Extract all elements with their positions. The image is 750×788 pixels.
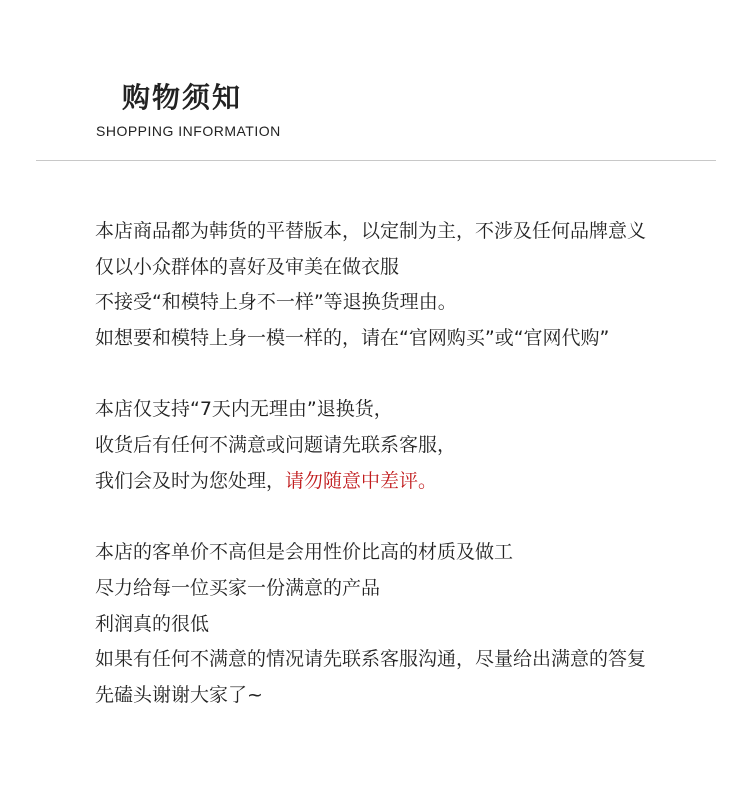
paragraph-spacer: [95, 357, 735, 393]
text-line: 本店仅支持“7天内无理由”退换货，: [95, 398, 393, 421]
header-divider: [36, 160, 716, 161]
notice-body: [95, 214, 735, 714]
paragraph-thanks: [95, 535, 735, 713]
text-line: 利润真的很低: [95, 612, 210, 635]
paragraph-spacer: [95, 500, 735, 536]
text-highlight-warning: 请勿随意中差评。: [285, 469, 438, 492]
text-line: 如果有任何不满意的情况请先联系客服沟通，尽量给出满意的答复: [95, 648, 647, 671]
text-line: 收货后有任何不满意或问题请先联系客服，: [95, 434, 457, 457]
text-line: 尽力给每一位买家一份满意的产品: [95, 576, 381, 599]
paragraph-product-policy: [95, 214, 735, 357]
text-line: 仅以小众群体的喜好及审美在做衣服: [95, 255, 400, 278]
paragraph-return-policy: [95, 392, 735, 499]
text-line-mixed: [95, 464, 735, 500]
text-line: 不接受“和模特上身不一样”等退换货理由。: [95, 291, 457, 314]
page-subtitle: SHOPPING INFORMATION: [96, 123, 281, 139]
text-line: 本店的客单价不高但是会用性价比高的材质及做工: [95, 541, 514, 564]
text-line: 先磕头谢谢大家了~: [95, 683, 263, 706]
page-title: 购物须知: [122, 81, 243, 114]
text-normal: 我们会及时为您处理，: [95, 469, 286, 492]
text-line: 如想要和模特上身一模一样的，请在“官网购买”或“官网代购”: [95, 327, 610, 350]
text-line: 本店商品都为韩货的平替版本，以定制为主，不涉及任何品牌意义: [95, 220, 647, 242]
